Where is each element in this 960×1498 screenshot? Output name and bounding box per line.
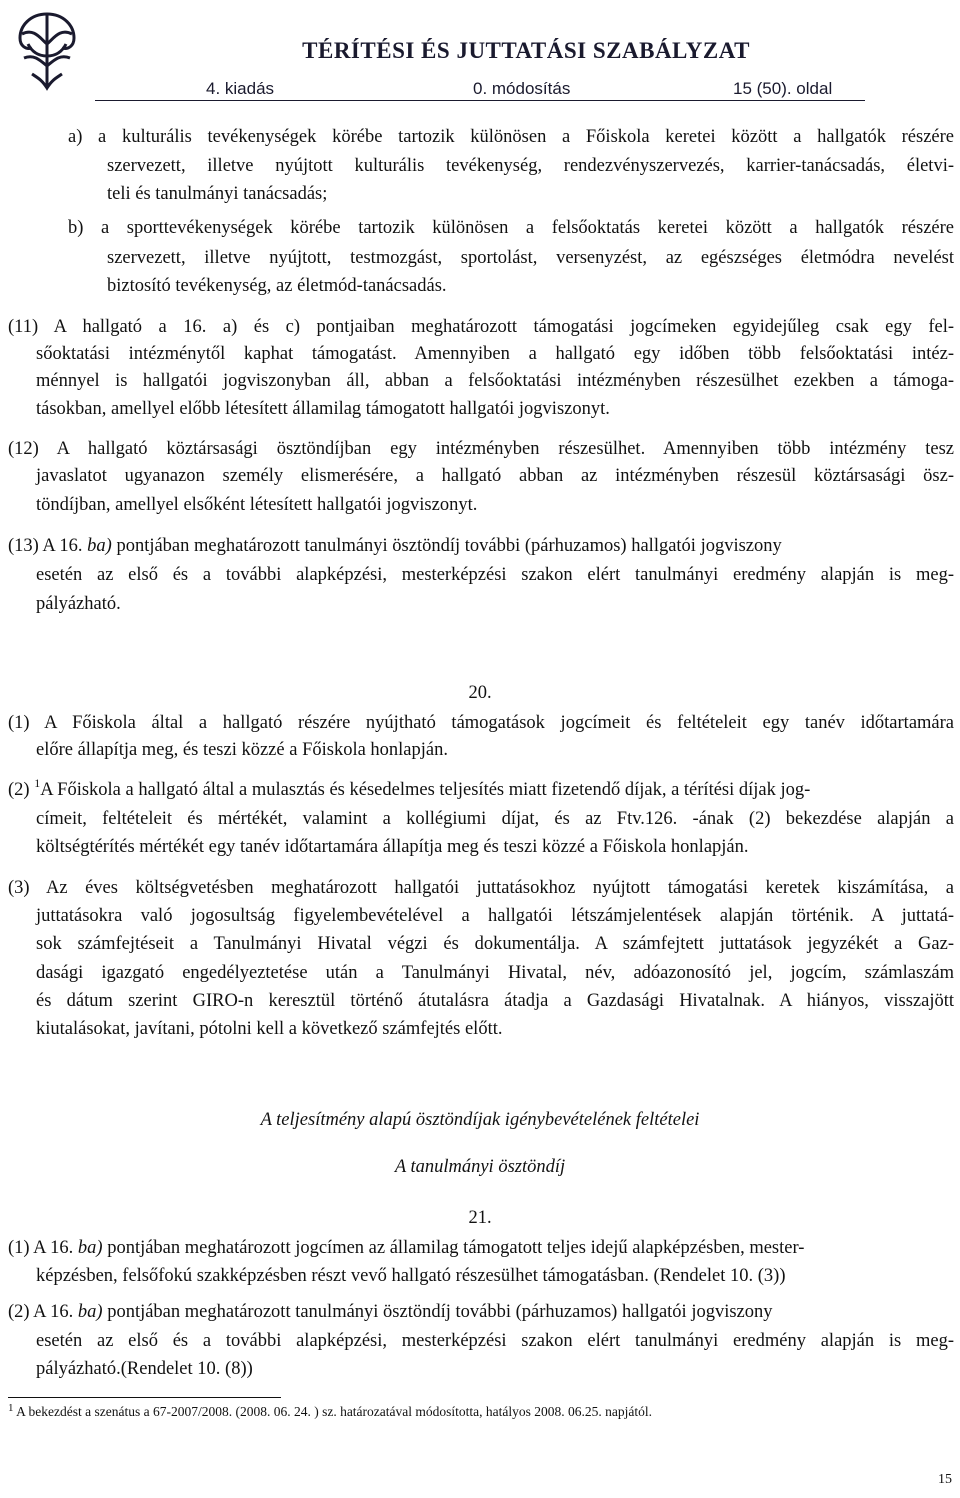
text-line: (12) A hallgató köztársasági ösztöndíjban egy intézményben részesülhet. Amennyiben több intézmény tesz (8, 439, 954, 459)
text-line (8, 535, 782, 557)
footnote-ref[interactable]: 1 (34, 776, 41, 790)
text-span: (1) A 16. (8, 1238, 78, 1258)
text-line: sok számfejtéseit a Tanulmányi Hivatal végzi és dokumentálja. A számfejtett juttatások jegyzékét a Gaz- (36, 934, 954, 954)
text-line (8, 1301, 773, 1323)
text-line: kiutalásokat, javítani, pótolni kell a következő számfejtés előtt. (36, 1019, 503, 1039)
text-span: pontjában meghatározott tanulmányi ösztöndíj további (párhuzamos) hallgatói jogviszony (111, 536, 782, 556)
document-title: TÉRÍTÉSI ÉS JUTTATÁSI SZABÁLYZAT (302, 38, 750, 63)
modification-label: 0. módosítás (473, 79, 571, 98)
text-line: ménnyel is hallgatói jogviszonyban áll, abban a felsőoktatási intézményben részesülhet ezekben a támoga- (36, 371, 954, 391)
page-number: 15 (938, 1472, 952, 1487)
text-line: dasági igazgató engedélyeztetése után a Tanulmányi Hivatal, név, adóazonosító jel, jogcím, számlaszám (36, 963, 954, 983)
section-number: 21. (468, 1208, 492, 1228)
text-line: (1) A Főiskola által a hallgató részére nyújtható támogatások jogcímeit és feltételeit egy tanév időtartamára (8, 713, 954, 733)
text-line: (3) Az éves költségvetésben meghatározott hallgatói juttatásokhoz nyújtott támogatási keretek kiszámítása, a (8, 878, 954, 898)
text-line: képzésben, felsőfokú szakképzésben részt vevő hallgató részesülhet támogatásban. (Rendelet 10. (3)) (36, 1266, 786, 1286)
text-line: juttatásokra való jogosultság figyelembevételével a hallgatói létszámjelentések alapján történik. A juttatá- (36, 906, 954, 926)
text-line: sőoktatási intézménytől kaphat támogatást. Amennyiben a hallgató egy időben több felsőoktatási intéz- (36, 344, 954, 364)
text-line: teli és tanulmányi tanácsadás; (107, 184, 328, 204)
text-line: költségtérítés mértékét egy tanév időtartamára állapítja meg és teszi közzé a Főiskola honlapján. (36, 837, 749, 857)
text-span: (2) A 16. (8, 1302, 78, 1322)
subsection-heading: A tanulmányi ösztöndíj (394, 1157, 566, 1177)
section-number: 20. (468, 683, 492, 703)
header-divider (95, 100, 865, 101)
subsection-heading: A teljesítmény alapú ösztöndíjak igénybevételének feltételei (260, 1110, 700, 1130)
text-line: pályázható. (36, 594, 121, 614)
footnote-divider (8, 1397, 281, 1398)
text-span: A Főiskola a hallgató által a mulasztás és késedelmes teljesítés miatt fizetendő díjak, a térítési díjak jog- (40, 780, 811, 800)
page-reference: 15 (50). oldal (733, 79, 833, 98)
text-span-italic: ba) (77, 1302, 103, 1322)
text-span: pontjában meghatározott tanulmányi ösztöndíj további (párhuzamos) hallgatói jogviszony (102, 1302, 773, 1322)
text-span: pontjában meghatározott jogcímen az államilag támogatott teljes idejű alapképzésben, mester- (102, 1238, 805, 1258)
text-line: szervezett, illetve nyújtott, testmozgást, sportolást, versenyzést, az egészséges életmódra nevelést (107, 248, 954, 268)
text-line: tásokban, amellyel előbb létesített államilag támogatott hallgatói jogviszonyt. (36, 399, 610, 419)
footnote-mark: 1 (8, 1402, 14, 1414)
text-span-italic: ba) (77, 1238, 103, 1258)
text-line: töndíjban, amellyel elsőként létesített hallgatói jogviszonyt. (36, 495, 478, 515)
text-line: esetén az első és a további alapképzési, mesterképzési szakon elért tanulmányi eredmény alapján is meg- (36, 1331, 954, 1351)
text-line: b) a sporttevékenységek körébe tartozik különösen a felsőoktatás keretei között a hallgatók részére (68, 218, 954, 238)
text-line: címeit, feltételeit és mértékét, valamint a kollégiumi díjat, és az Ftv.126. -ának (2) bekezdése alapján a (36, 809, 954, 829)
text-line: esetén az első és a további alapképzési, mesterképzési szakon elért tanulmányi eredmény alapján is meg- (36, 565, 954, 585)
text-line: és dátum szerint GIRO-n keresztül történő átutalásra átadja a Gazdasági Hivatalnak. A hiányos, visszajött (36, 991, 954, 1011)
text-span-italic: ba) (87, 536, 112, 556)
footnote-text: A bekezdést a szenátus a 67-2007/2008. (2008. 06. 24. ) sz. határozatával módosította, hatályos 2008. 06.25. napjától. (16, 1404, 652, 1419)
footnote (8, 1404, 652, 1420)
text-line: pályázható.(Rendelet 10. (8)) (36, 1359, 253, 1379)
text-line: (11) A hallgató a 16. a) és c) pontjaiban meghatározott támogatási jogcímeken egyidejűleg csak egy fel- (8, 317, 954, 337)
text-line: szervezett, illetve nyújtott kulturális tevékenység, rendezvényszervezés, karrier-tanácsadás, életvi- (107, 156, 954, 176)
text-line: javaslatot ugyanazon személy elismerésére, a hallgató abban az intézményben részesül köztársasági ösz- (36, 466, 954, 486)
text-line: előre állapítja meg, és teszi közzé a Főiskola honlapján. (36, 740, 448, 760)
edition-label: 4. kiadás (206, 79, 275, 98)
text-span: (13) A 16. (8, 536, 88, 556)
text-line: biztosító tevékenység, az életmód-tanácsadás. (107, 276, 447, 296)
text-line: a) a kulturális tevékenységek körébe tartozik különösen a Főiskola keretei között a hallgatók részére (68, 127, 954, 147)
text-span: (2) (8, 780, 35, 800)
text-line (8, 776, 811, 802)
text-line (8, 1237, 804, 1259)
